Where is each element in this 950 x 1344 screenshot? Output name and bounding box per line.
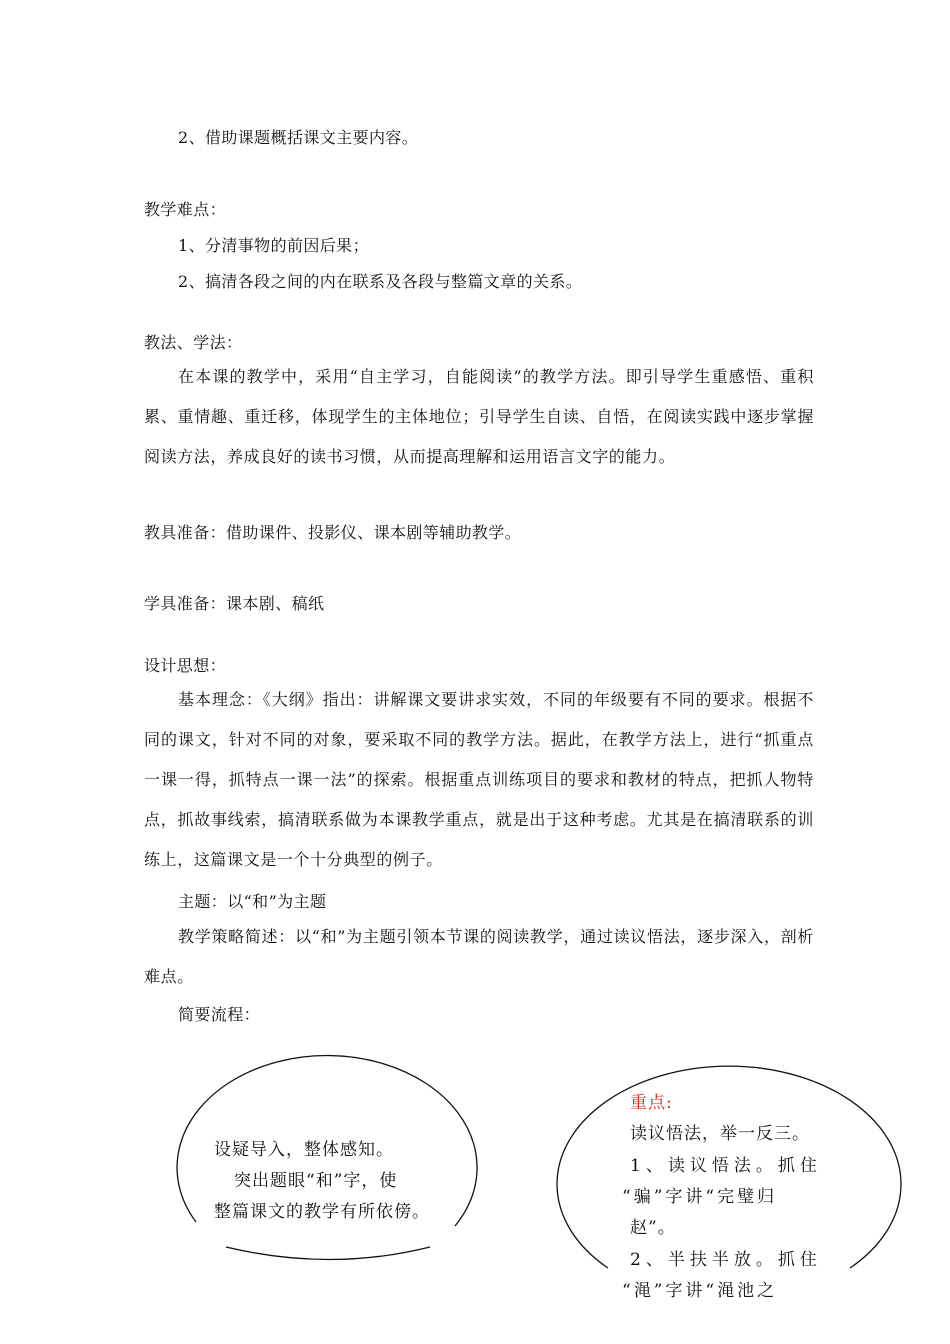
right-bubble-label: 重点: [630, 1093, 673, 1113]
right-bubble-line-2: 1、读议悟法。抓住 [630, 1156, 822, 1176]
left-bubble-title: 设疑导入，整体感知。 [214, 1140, 394, 1160]
theme-line: 主题：以“和”为主题 [178, 892, 327, 911]
teacher-tools: 教具准备：借助课件、投影仪、课本剧等辅助教学。 [144, 523, 522, 542]
design-paragraph: 基本理念：《大纲》指出：讲解课文要讲求实效，不同的年级要有不同的要求。根据不同的课文，针对不同的对象，要采取不同的教学方法。据此，在教学方法上，进行“抓重点一课一得，抓特点一课一法”的探索。根据重点训练项目的要求和教材的特点，把抓人物特点，抓故事线索，搞清联系做为本课教学重点，就是出于这种考虑。尤其是在搞清联系的训练上，这篇课文是一个十分典型的例子。 [144, 690, 814, 869]
left-bubble-line-2: 突出题眼“和”字，使 [234, 1171, 398, 1191]
right-bubble-line-4: 赵”。 [630, 1218, 676, 1238]
difficulty-item-1: 1、分清事物的前因后果； [178, 236, 369, 255]
flow-heading: 简要流程： [178, 1005, 261, 1024]
right-bubble-line-6: “渑”字讲“渑池之 [622, 1281, 778, 1301]
right-bubble-line-1: 读议悟法，举一反三。 [630, 1124, 810, 1144]
method-paragraph: 在本课的教学中，采用“自主学习，自能阅读”的教学方法。即引导学生重感悟、重积累、重情趣、重迁移，体现学生的主体地位；引导学生自读、自悟，在阅读实践中逐步掌握阅读方法，养成良好的读书习惯，从而提高理解和运用语言文字的能力。 [144, 367, 814, 466]
right-bubble-line-3: “骗”字讲“完璧归 [622, 1187, 778, 1207]
difficulty-heading: 教学难点： [144, 200, 227, 219]
content-objective-2: 2、借助课题概括课文主要内容。 [178, 128, 419, 147]
strategy-paragraph: 教学策略简述：以“和”为主题引领本节课的阅读教学，通过读议悟法，逐步深入，剖析难点。 [144, 927, 814, 986]
left-bubble-line-3: 整篇课文的教学有所依傍。 [214, 1202, 430, 1222]
difficulty-item-2: 2、搞清各段之间的内在联系及各段与整篇文章的关系。 [178, 272, 583, 291]
right-bubble-line-5: 2、半扶半放。抓住 [630, 1250, 822, 1270]
design-heading: 设计思想： [144, 656, 227, 675]
method-heading: 教法、学法： [144, 333, 243, 352]
student-tools: 学具准备：课本剧、稿纸 [144, 594, 325, 613]
